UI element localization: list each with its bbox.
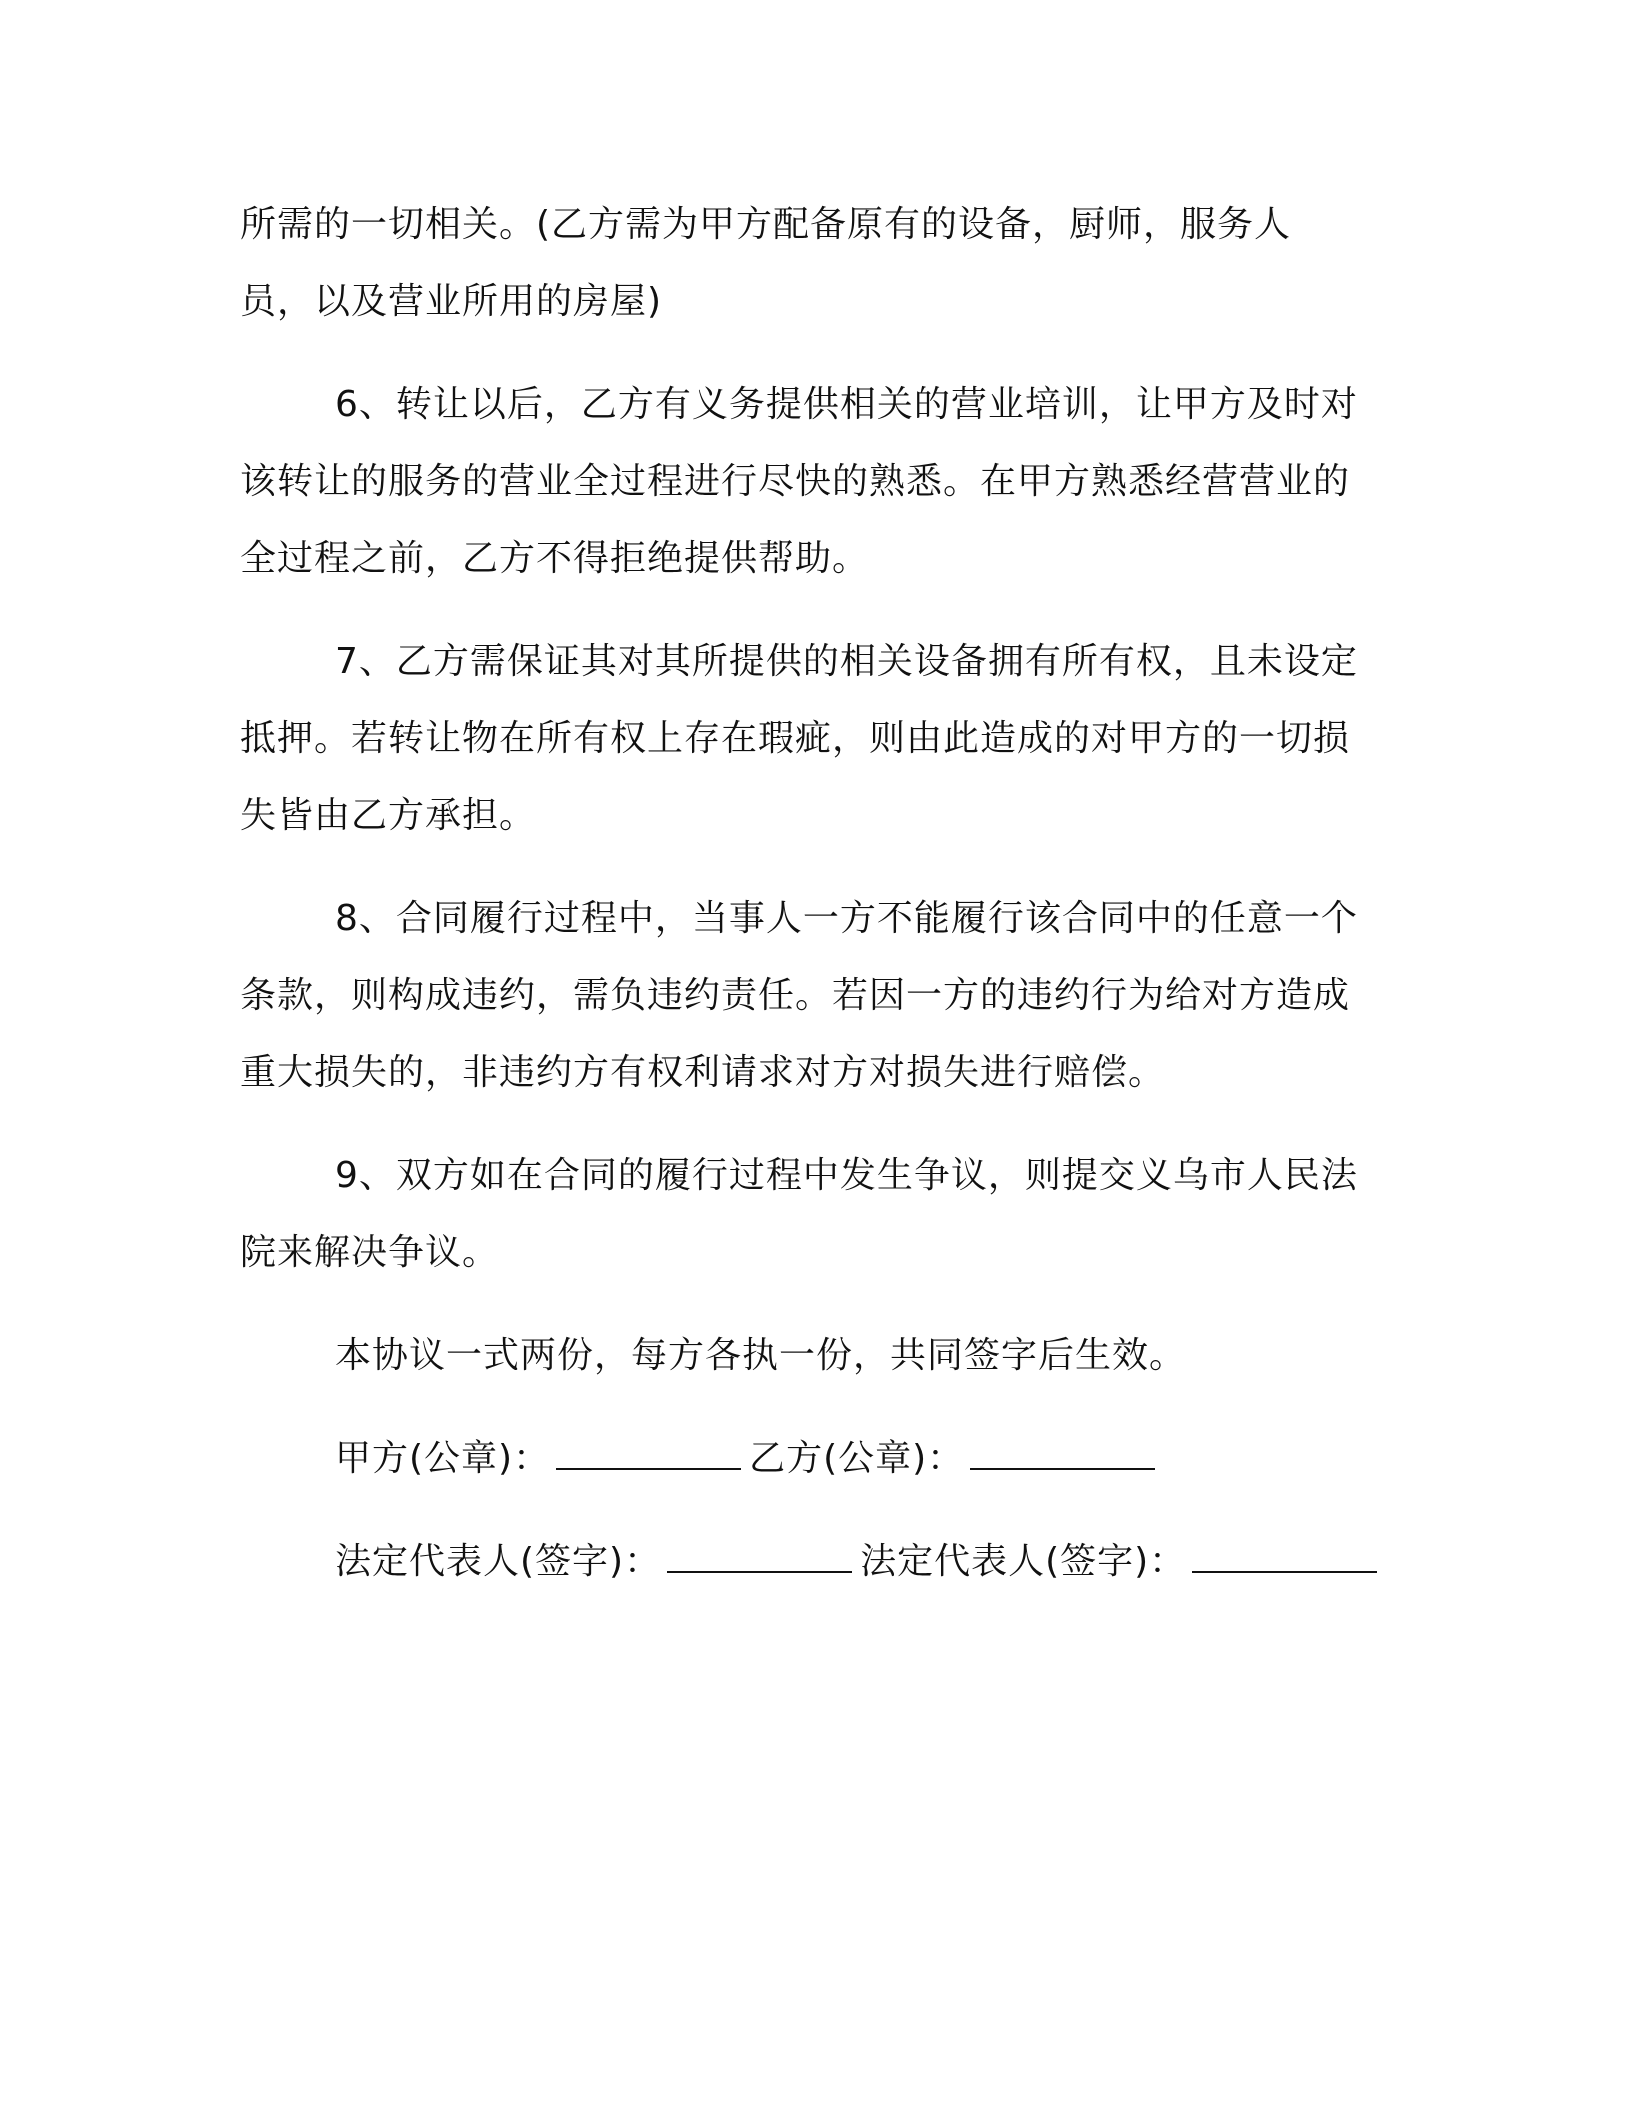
party-b-rep-label: 法定代表人(签字)：	[860, 1541, 1187, 1582]
signature-rep-line	[240, 1523, 1360, 1600]
party-b-rep-blank[interactable]	[1192, 1541, 1377, 1573]
closing-statement: 本协议一式两份，每方各执一份，共同签字后生效。	[335, 1335, 1187, 1376]
party-b-seal-label: 乙方(公章)：	[749, 1438, 965, 1479]
party-b-seal-blank[interactable]	[970, 1438, 1155, 1470]
paragraph-clause-9: 9、双方如在合同的履行过程中发生争议，则提交义乌市人民法院来解决争议。	[240, 1155, 1358, 1273]
paragraph-clause-8: 8、合同履行过程中，当事人一方不能履行该合同中的任意一个条款，则构成违约，需负违约责任。若因一方的违约行为给对方造成重大损失的，非违约方有权利请求对方对损失进行赔偿。	[240, 898, 1358, 1093]
paragraph-clause-6: 6、转让以后，乙方有义务提供相关的营业培训，让甲方及时对该转让的服务的营业全过程进行尽快的熟悉。在甲方熟悉经营营业的全过程之前，乙方不得拒绝提供帮助。	[240, 384, 1358, 579]
signature-seal-line	[240, 1420, 1360, 1497]
party-a-seal-label: 甲方(公章)：	[335, 1438, 551, 1479]
party-a-seal-blank[interactable]	[556, 1438, 741, 1470]
paragraph-clause-7: 7、乙方需保证其对其所提供的相关设备拥有所有权，且未设定抵押。若转让物在所有权上存在瑕疵，则由此造成的对甲方的一切损失皆由乙方承担。	[240, 641, 1358, 836]
document-body	[240, 186, 1360, 1600]
party-a-rep-label: 法定代表人(签字)：	[335, 1541, 662, 1582]
paragraph-continuation: 所需的一切相关。(乙方需为甲方配备原有的设备，厨师，服务人员，以及营业所用的房屋)	[240, 204, 1292, 322]
party-a-rep-blank[interactable]	[667, 1541, 852, 1573]
